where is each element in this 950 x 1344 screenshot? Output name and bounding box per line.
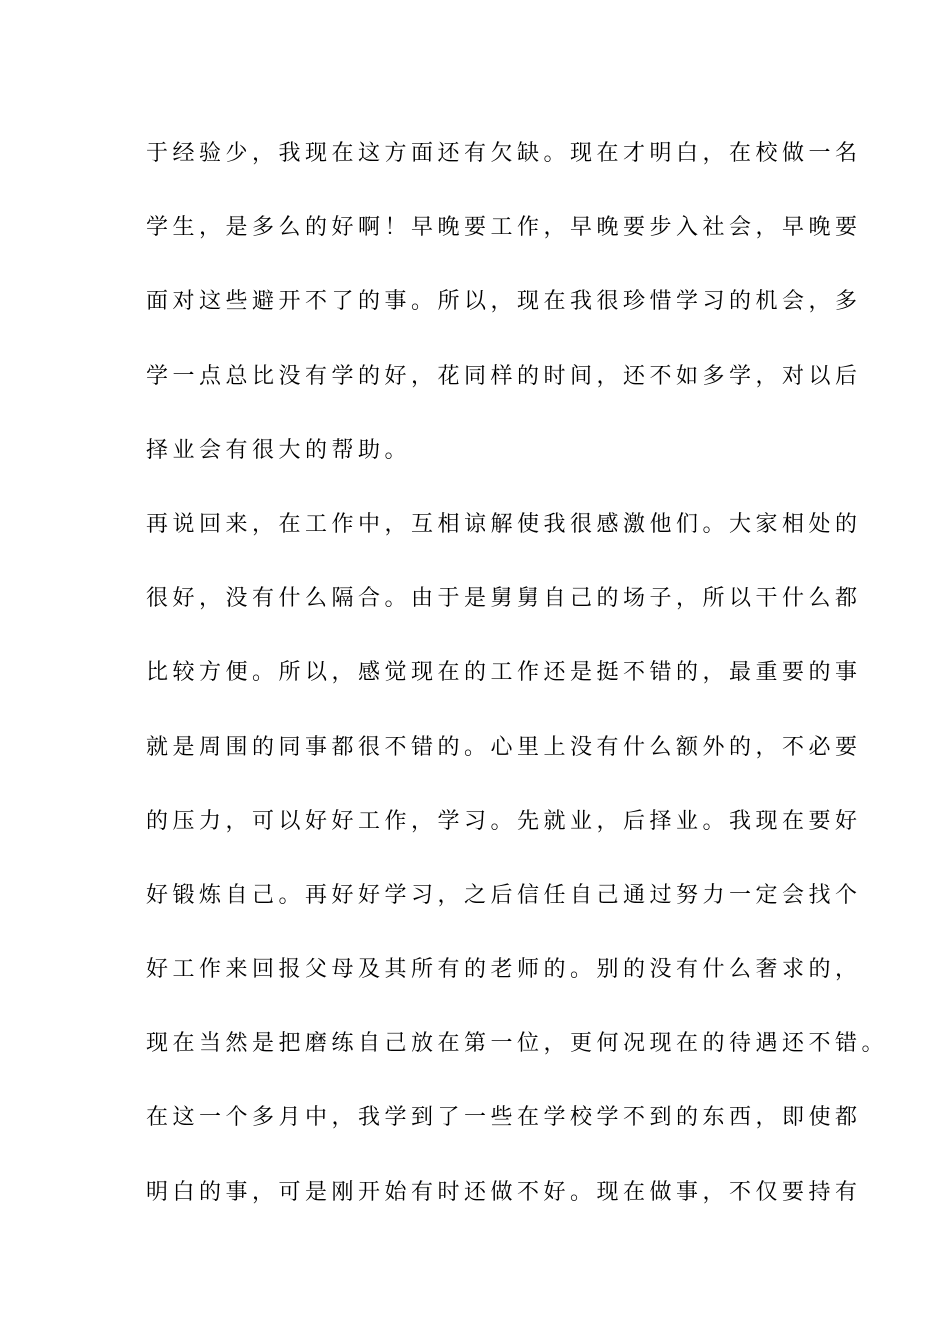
text-line: 比较方便。所以，感觉现在的工作还是挺不错的，最重要的事 <box>146 660 862 686</box>
text-line: 现在当然是把磨练自己放在第一位，更何况现在的待遇还不错。 <box>146 1031 889 1057</box>
text-line: 好工作来回报父母及其所有的老师的。别的没有什么奢求的， <box>146 957 862 983</box>
text-line: 好锻炼自己。再好好学习，之后信任自己通过努力一定会找个 <box>146 882 862 908</box>
text-line: 明白的事，可是刚开始有时还做不好。现在做事，不仅要持有 <box>146 1179 862 1205</box>
text-line: 就是周围的同事都很不错的。心里上没有什么额外的，不必要 <box>146 734 862 760</box>
text-line: 于经验少，我现在这方面还有欠缺。现在才明白，在校做一名 <box>146 141 862 166</box>
text-line: 再说回来，在工作中，互相谅解使我很感激他们。大家相处的 <box>146 511 862 537</box>
text-line: 择业会有很大的帮助。 <box>146 437 412 463</box>
text-line: 在这一个多月中，我学到了一些在学校学不到的东西，即使都 <box>146 1105 862 1131</box>
text-line: 很好，没有什么隔合。由于是舅舅自己的场子，所以干什么都 <box>146 586 862 612</box>
body-text <box>146 130 889 1243</box>
text-line: 面对这些避开不了的事。所以，现在我很珍惜学习的机会，多 <box>146 289 862 315</box>
text-line: 学一点总比没有学的好，花同样的时间，还不如多学，对以后 <box>146 363 862 389</box>
text-line: 的压力，可以好好工作，学习。先就业，后择业。我现在要好 <box>146 808 862 834</box>
text-line: 学生，是多么的好啊！早晚要工作，早晚要步入社会，早晚要 <box>146 215 862 241</box>
